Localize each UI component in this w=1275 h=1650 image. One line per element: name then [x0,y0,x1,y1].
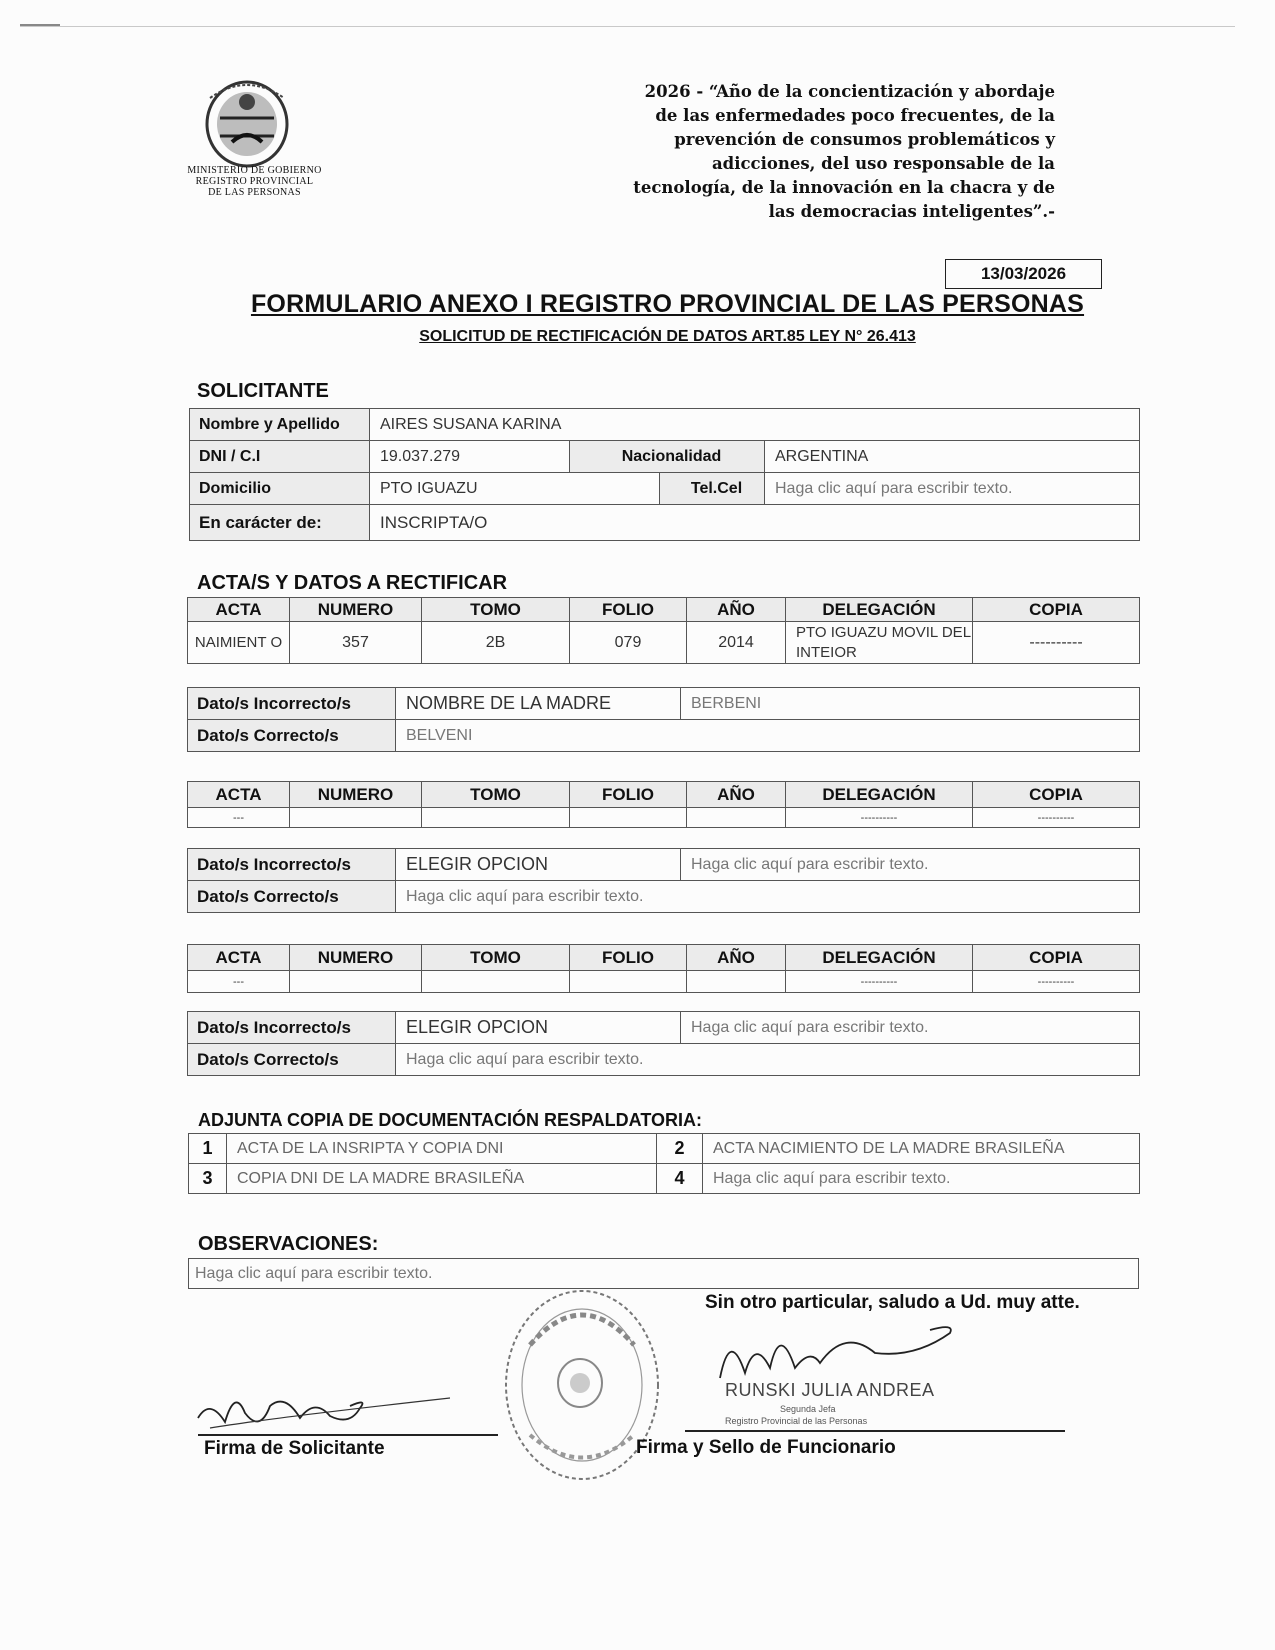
solicitante-heading: SOLICITANTE [197,380,329,402]
adjunta-num: 3 [189,1164,227,1194]
official-name: RUNSKI JULIA ANDREA [725,1380,935,1400]
year-motto: 2026 - “Año de la concientización y abordaje de las enfermedades poco frecuentes, de la prevención de consumos problemáticos y adicciones, del uso responsable de la tecnología, de la innovación en la chacra y de las democracias inteligentes”.- [633,82,1055,221]
datos-table-1 [187,687,1140,752]
col-numero: NUMERO [290,598,422,622]
incorrecto-label: Dato/s Incorrecto/s [188,688,396,720]
adjunta-item-2[interactable]: ACTA NACIMIENTO DE LA MADRE BRASILEÑA [703,1134,1140,1164]
datos-table-3 [187,1011,1140,1076]
numero-cell[interactable] [290,971,422,993]
col-delegacion: DELEGACIÓN [786,945,973,971]
observaciones-heading: OBSERVACIONES: [198,1233,379,1255]
caracter-field[interactable]: INSCRIPTA/O [370,505,1140,541]
delegacion-cell[interactable]: ---------- [786,808,973,828]
tomo-cell[interactable]: 2B [422,622,570,664]
province-crest-icon [198,78,296,170]
col-delegacion: DELEGACIÓN [786,598,973,622]
incorrecto-option-select[interactable]: ELEGIR OPCION [396,1012,681,1044]
acta-table-2 [187,781,1140,828]
acta-table-3 [187,944,1140,993]
anio-cell[interactable] [687,808,786,828]
col-numero: NUMERO [290,945,422,971]
numero-cell[interactable] [290,808,422,828]
tomo-cell[interactable] [422,808,570,828]
scan-artifact-line [20,26,1235,27]
nombre-label: Nombre y Apellido [190,409,370,441]
folio-cell[interactable]: 079 [570,622,687,664]
tomo-cell[interactable] [422,971,570,993]
acta-cell[interactable]: --- [188,971,290,993]
numero-cell[interactable]: 357 [290,622,422,664]
col-acta: ACTA [188,945,290,971]
firma-funcionario-label: Firma y Sello de Funcionario [636,1437,896,1458]
col-folio: FOLIO [570,782,687,808]
official-org: Registro Provincial de las Personas [725,1416,868,1426]
folio-cell[interactable] [570,808,687,828]
incorrecto-label: Dato/s Incorrecto/s [188,1012,396,1044]
scan-artifact-mark [20,24,60,26]
col-tomo: TOMO [422,782,570,808]
actas-heading: ACTA/S Y DATOS A RECTIFICAR [197,572,508,594]
date-field[interactable]: 13/03/2026 [945,259,1102,289]
correcto-field[interactable]: Haga clic aquí para escribir texto. [396,881,1140,913]
adjunta-item-3[interactable]: COPIA DNI DE LA MADRE BRASILEÑA [227,1164,657,1194]
observaciones-field[interactable]: Haga clic aquí para escribir texto. [189,1259,1139,1289]
form-title: FORMULARIO ANEXO I REGISTRO PROVINCIAL DE LAS PERSONAS [250,290,1085,318]
col-copia: COPIA [973,945,1140,971]
col-anio: AÑO [687,598,786,622]
incorrecto-field[interactable]: Haga clic aquí para escribir texto. [681,1012,1140,1044]
col-numero: NUMERO [290,782,422,808]
copia-cell[interactable]: ---------- [973,808,1140,828]
correcto-label: Dato/s Correcto/s [188,1044,396,1076]
adjunta-item-4[interactable]: Haga clic aquí para escribir texto. [703,1164,1140,1194]
col-acta: ACTA [188,598,290,622]
incorrecto-field[interactable]: Haga clic aquí para escribir texto. [681,849,1140,881]
anio-cell[interactable]: 2014 [687,622,786,664]
col-copia: COPIA [973,598,1140,622]
dni-label: DNI / C.I [190,441,370,473]
col-folio: FOLIO [570,598,687,622]
delegacion-cell[interactable]: ---------- [786,971,973,993]
nacionalidad-field[interactable]: ARGENTINA [765,441,1140,473]
adjunta-table [188,1133,1140,1194]
telcel-label: Tel.Cel [660,473,765,505]
acta-table-1 [187,597,1140,664]
copia-cell[interactable]: ---------- [973,622,1140,664]
adjunta-heading: ADJUNTA COPIA DE DOCUMENTACIÓN RESPALDATORIA: [198,1110,702,1130]
correcto-field[interactable]: BELVENI [396,720,1140,752]
incorrecto-label: Dato/s Incorrecto/s [188,849,396,881]
incorrecto-option-select[interactable]: NOMBRE DE LA MADRE [396,688,681,720]
adjunta-num: 2 [657,1134,703,1164]
official-role: Segunda Jefa [780,1404,836,1414]
acta-cell[interactable]: --- [188,808,290,828]
telcel-field[interactable]: Haga clic aquí para escribir texto. [765,473,1140,505]
col-acta: ACTA [188,782,290,808]
caracter-label: En carácter de: [190,505,370,541]
closing-text: Sin otro particular, saludo a Ud. muy atte. [705,1292,1080,1313]
form-subtitle: SOLICITUD DE RECTIFICACIÓN DE DATOS ART.85 LEY N° 26.413 [419,328,916,345]
col-anio: AÑO [687,782,786,808]
ministry-name: MINISTERIO DE GOBIERNO REGISTRO PROVINCIAL DE LAS PERSONAS [187,165,322,198]
incorrecto-field[interactable]: BERBENI [681,688,1140,720]
anio-cell[interactable] [687,971,786,993]
col-anio: AÑO [687,945,786,971]
domicilio-field[interactable]: PTO IGUAZU [370,473,660,505]
solicitante-table [189,408,1140,541]
solicitante-signature-line [198,1434,498,1436]
col-tomo: TOMO [422,598,570,622]
col-tomo: TOMO [422,945,570,971]
acta-cell[interactable]: NAIMIENT O [188,622,290,664]
domicilio-label: Domicilio [190,473,370,505]
col-delegacion: DELEGACIÓN [786,782,973,808]
dni-field[interactable]: 19.037.279 [370,441,570,473]
adjunta-num: 4 [657,1164,703,1194]
delegacion-cell[interactable]: PTO IGUAZU MOVIL DEL INTEIOR [786,622,973,664]
adjunta-num: 1 [189,1134,227,1164]
correcto-field[interactable]: Haga clic aquí para escribir texto. [396,1044,1140,1076]
copia-cell[interactable]: ---------- [973,971,1140,993]
datos-table-2 [187,848,1140,913]
nombre-field[interactable]: AIRES SUSANA KARINA [370,409,1140,441]
col-folio: FOLIO [570,945,687,971]
nacionalidad-label: Nacionalidad [570,441,765,473]
correcto-label: Dato/s Correcto/s [188,720,396,752]
funcionario-signature-icon [715,1318,965,1388]
adjunta-item-1[interactable]: ACTA DE LA INSRIPTA Y COPIA DNI [227,1134,657,1164]
firma-solicitante-label: Firma de Solicitante [204,1438,385,1459]
col-copia: COPIA [973,782,1140,808]
funcionario-signature-line [685,1430,1065,1432]
incorrecto-option-select[interactable]: ELEGIR OPCION [396,849,681,881]
folio-cell[interactable] [570,971,687,993]
correcto-label: Dato/s Correcto/s [188,881,396,913]
solicitante-signature-icon [190,1378,465,1446]
